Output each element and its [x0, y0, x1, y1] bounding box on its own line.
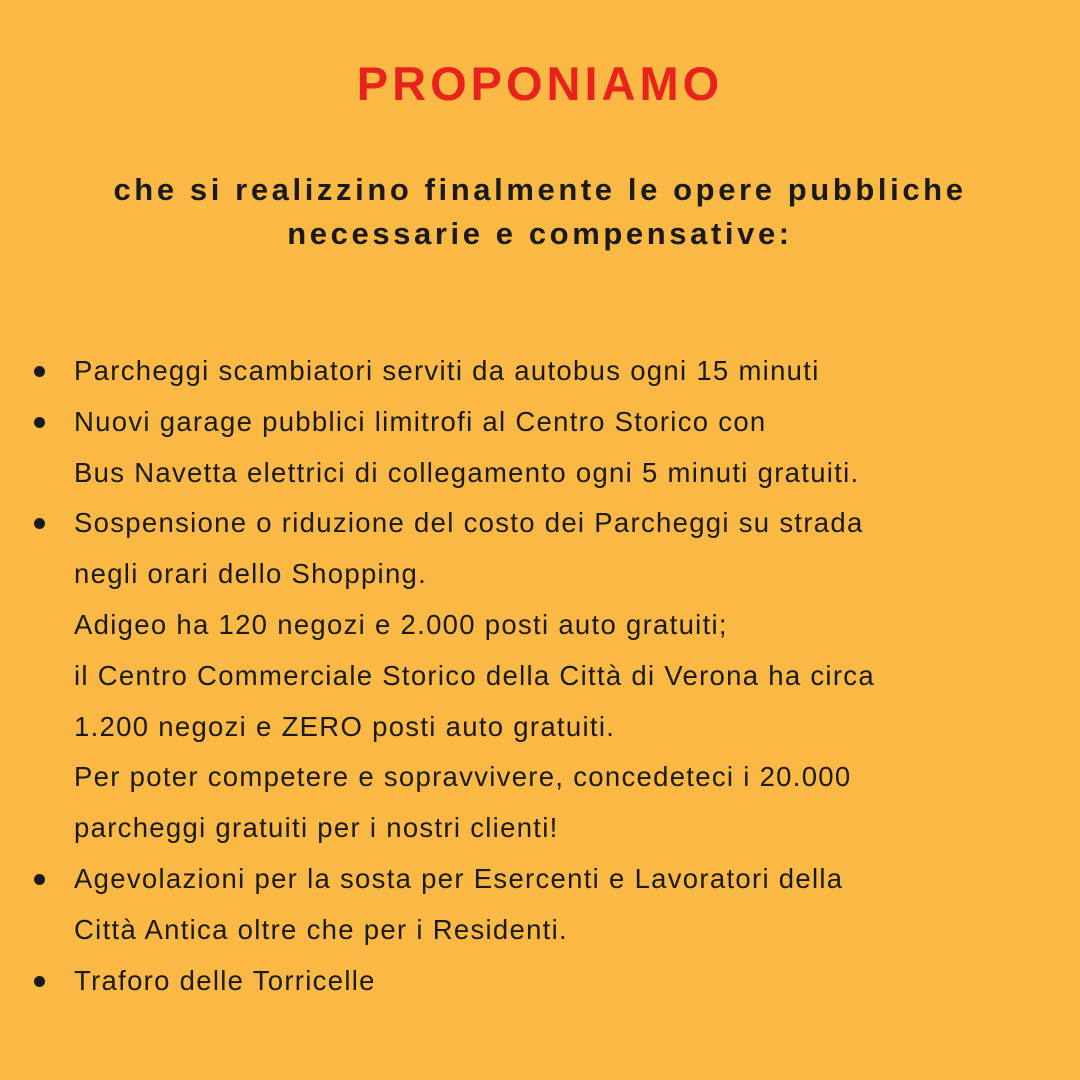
item-text: Traforo delle Torricelle: [74, 964, 376, 996]
item-text: Adigeo ha 120 negozi e 2.000 posti auto gratuiti;: [74, 608, 728, 640]
item-text: Bus Navetta elettrici di collegamento ogni 5 minuti gratuiti.: [74, 456, 860, 488]
item-text: il Centro Commerciale Storico della Città di Verona ha circa: [74, 659, 875, 691]
proposal-list: [0, 346, 1080, 1006]
item-text: Agevolazioni per la sosta per Esercenti e Lavoratori della: [74, 862, 844, 894]
bullet-icon: [34, 874, 45, 885]
item-text: Nuovi garage pubblici limitrofi al Centro Storico con: [74, 405, 767, 437]
headline: PROPONIAMO: [356, 57, 724, 110]
list-item: [0, 498, 1080, 854]
item-text: Parcheggi scambiatori serviti da autobus ogni 15 minuti: [74, 355, 820, 386]
subtitle: [20, 168, 1060, 256]
bullet-icon: [34, 976, 45, 987]
bullet-icon: [34, 417, 45, 428]
subtitle-line: necessarie e compensative:: [287, 216, 793, 251]
item-text: parcheggi gratuiti per i nostri clienti!: [74, 812, 559, 844]
item-text: Per poter competere e sopravvivere, concedeteci i 20.000: [74, 761, 852, 793]
item-text: Sospensione o riduzione del costo dei Parcheggi su strada: [74, 507, 864, 539]
list-item: [0, 397, 1080, 499]
item-text: 1.200 negozi e ZERO posti auto gratuiti.: [74, 710, 616, 742]
bullet-icon: [34, 518, 45, 529]
bullet-icon: [34, 366, 45, 377]
list-item: [0, 346, 1080, 397]
item-text: negli orari dello Shopping.: [74, 558, 428, 590]
subtitle-line: che si realizzino finalmente le opere pubbliche: [113, 172, 967, 207]
list-item: [0, 854, 1080, 956]
item-text: Città Antica oltre che per i Residenti.: [74, 913, 568, 945]
list-item: [0, 956, 1080, 1007]
